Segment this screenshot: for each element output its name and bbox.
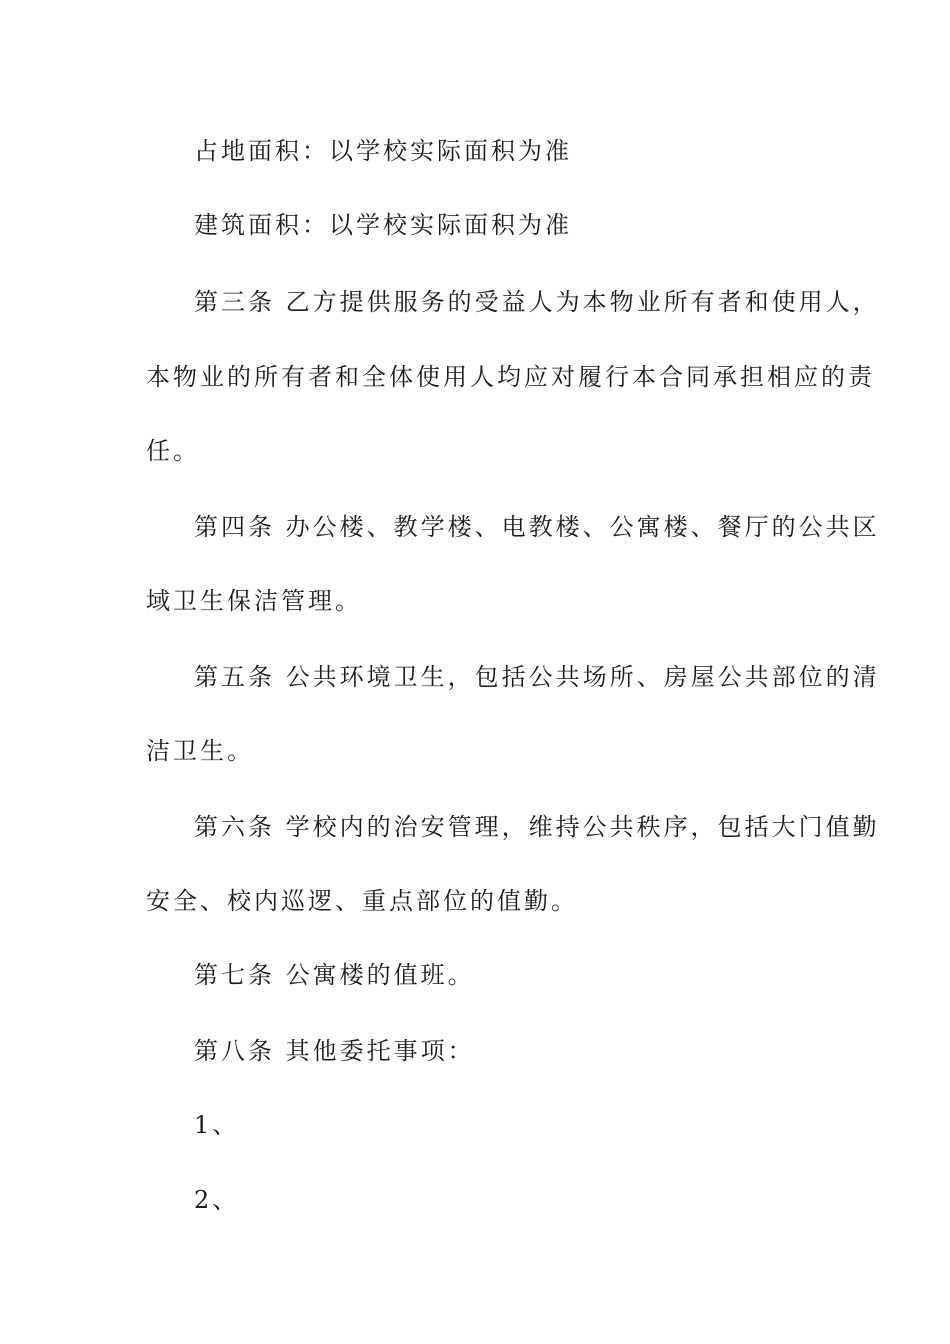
- article-5-line-1: 第五条 公共环境卫生，包括公共场所、房屋公共部位的清: [194, 663, 880, 691]
- article-6-line-1: 第六条 学校内的治安管理，维持公共秩序，包括大门值勤: [194, 813, 880, 841]
- article-8-line: 第八条 其他委托事项：: [194, 1037, 475, 1065]
- article-3-line-1: 第三条 乙方提供服务的受益人为本物业所有者和使用人，: [194, 288, 880, 316]
- article-4-line-1: 第四条 办公楼、教学楼、电教楼、公寓楼、餐厅的公共区: [194, 513, 880, 541]
- article-3-line-2: 本物业的所有者和全体使用人均应对履行本合同承担相应的责: [146, 363, 875, 391]
- article-6-line-2: 安全、校内巡逻、重点部位的值勤。: [146, 887, 578, 915]
- list-item-2: 2、: [194, 1186, 240, 1214]
- article-7-line: 第七条 公寓楼的值班。: [194, 961, 475, 989]
- list-item-1: 1、: [194, 1111, 240, 1139]
- article-4-line-2: 域卫生保洁管理。: [146, 587, 362, 615]
- land-area-line: 占地面积：以学校实际面积为准: [194, 137, 572, 165]
- article-3-line-3: 任。: [146, 437, 200, 465]
- building-area-line: 建筑面积：以学校实际面积为准: [194, 211, 572, 239]
- article-5-line-2: 洁卫生。: [146, 737, 254, 765]
